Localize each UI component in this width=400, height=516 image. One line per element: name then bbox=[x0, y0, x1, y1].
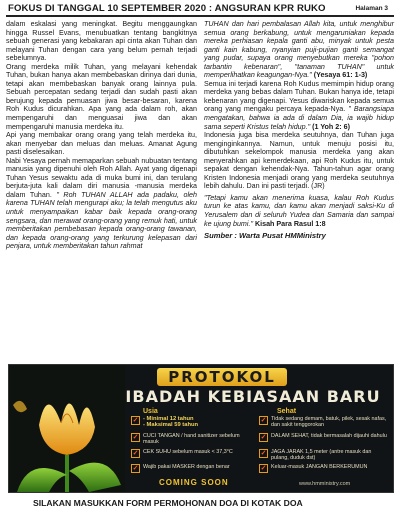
banner-title: PROTOKOL bbox=[157, 368, 287, 386]
left-paragraph-4 bbox=[6, 157, 197, 251]
page-header bbox=[0, 0, 400, 18]
banner-subtitle: IBADAH KEBIASAAN BARU bbox=[125, 387, 381, 406]
john-quote: " Barangsiapa mengatakan, bahwa ia ada di dalam Dia, ia wajib hidup sama seperti Kristus telah hidup." bbox=[204, 105, 394, 131]
isaiah-quote: " Roh TUHAN ALLAH ada padaku, oleh karena TUHAN telah mengurapi aku; la telah mengutus aku untuk menyampaikan kabar baik kepada orang-orang sengsara, dan merawat orang-orang yang remuk hati, untuk memberitakan pembebasan kepada orang-orang tawanan, dan kepada orang-orang yang terkurung kelepasan dari penjara, untuk memberitakan tahun rahmat bbox=[6, 190, 197, 251]
left-paragraph-1: dalam eskalasi yang meningkat. Begitu menggaungkan hingga Russel Evans, menubuatkan tentang bangkitnya sebuah generasi yang kebakaran api cinta akan Tuhan dan melayani Tuhan dengan cara yang belum pernah terjadi sebelumnya. bbox=[6, 20, 197, 63]
right-column bbox=[204, 20, 394, 241]
banner-url: www.hmministry.com bbox=[299, 481, 351, 487]
age-heading: Usia bbox=[143, 408, 158, 415]
protocol-item-mask bbox=[131, 464, 243, 473]
check-icon: ✓ bbox=[260, 465, 267, 472]
acts-reference: Kisah Para Rasul 1:8 bbox=[252, 219, 326, 228]
isaiah-quote-continued: TUHAN dan hari pembalasan Allah kita, untuk menghibur semua orang berkabung, untuk mengaruniakan kepada mereka perhiasan kepala ganti abu, minyak untuk pesta ganti kain kabung, nyanyian puji-pujian ganti semangat yang pudar, supaya orang menyebutkan mereka "pohon tarbantin kebenaran", "tanaman TUHAN" untuk memperlihatkan keagungan-Nya." bbox=[204, 20, 394, 80]
check-icon: ✓ bbox=[260, 450, 267, 457]
right-paragraph-3: Indonesia juga bisa merdeka seutuhnya, dan Tuhan juga menginginkannya. Namun, untuk menuju posisi itu, dibutuhkan sekelompok manusia merdeka yang akan menyerahkan api kemerdekaan, api Roh Kudus itu, untuk sepakat dengan kehendak-Nya. Tahun-tahun agar orang Kristen Indonesia menjadi orang yang merdeka seutuhnya lebih dahulu. Dan ini pasti terjadi. (JR) bbox=[204, 131, 394, 191]
protocol-item-text: CUCI TANGAN / hand sanitizer sebelum masuk bbox=[143, 433, 240, 445]
check-icon: ✓ bbox=[132, 434, 139, 441]
left-paragraph-3: Api yang membakar orang orang yang telah merdeka itu, akan menyebar dan meluas dan meluas. Amanat Agung pasti diselesaikan. bbox=[6, 131, 197, 157]
protocol-banner bbox=[8, 364, 394, 493]
protocol-item-distance bbox=[259, 449, 387, 461]
protocol-item-healthy bbox=[259, 433, 387, 442]
health-heading: Sehat bbox=[277, 408, 297, 415]
check-icon: ✓ bbox=[132, 450, 139, 457]
source-credit: Sumber : Warta Pusat HMMinistry bbox=[204, 231, 326, 241]
tulip-illustration bbox=[9, 365, 125, 492]
right-paragraph-2-text: Semua ini terjadi karena Roh Kudus memimpin hidup orang merdeka yang bebas dalam Tuhan. Bukan hanya ide, tetapi kebenaran yang digenapi. Yesus diwariskan kepada semua orang yang mengaku percaya kepada-Nya. bbox=[204, 79, 394, 114]
left-column bbox=[6, 20, 197, 251]
john-reference: (1 Yoh 2: 6) bbox=[310, 122, 350, 131]
footer-notice: SILAKAN MASUKKAN FORM PERMOHONAN DOA DI KOTAK DOA bbox=[33, 498, 303, 508]
protocol-item-text: Wajib pakai MASKER dengan benar bbox=[143, 464, 230, 470]
protocol-item-age bbox=[131, 416, 243, 428]
right-paragraph-4 bbox=[204, 194, 394, 228]
protocol-item-text: - Minimal 12 tahun - Maksimal 59 tahun bbox=[143, 416, 199, 428]
right-paragraph-2 bbox=[204, 80, 394, 131]
left-paragraph-2: Orang merdeka milik Tuhan, yang melayani kehendak Tuhan, bukan hanya akan membebaskan dirinya dari dunia, tetapi akan membebaskan banyak orang lainnya pula. Sebuah percepatan sedang terjadi dan sudah pasti akan berujung kepada pemuasan jiwa besar-besaran, karena Roh Kudus dicurahkan. Apa yang ada dalam roh, akan mempengaruhi dan menguasai jiwa dan akan mempengaruhi manusia merdeka itu. bbox=[6, 62, 197, 131]
protocol-item-temperature bbox=[131, 449, 243, 458]
protocol-item-text: DALAM SEHAT, tidak bermasalah dijauhi dahulu bbox=[271, 433, 387, 439]
protocol-item-text: JAGA JARAK 1,5 meter (antre masuk dan pulang, duduk dst) bbox=[271, 449, 372, 461]
page-number: Halaman 3 bbox=[355, 5, 388, 12]
protocol-item-text: Tidak sedang demam, batuk, pilek, sesak nafas, dan sakit tenggorokan bbox=[271, 416, 387, 428]
isaiah-reference: (Yesaya 61: 1-3) bbox=[311, 71, 368, 80]
check-icon: ✓ bbox=[132, 417, 139, 424]
check-icon: ✓ bbox=[260, 434, 267, 441]
protocol-item-handwash bbox=[131, 433, 243, 445]
check-icon: ✓ bbox=[260, 417, 267, 424]
protocol-item-symptoms bbox=[259, 416, 387, 428]
header-title: FOKUS DI TANGGAL 10 SEPTEMBER 2020 : ANGSURAN KPR RUKO bbox=[8, 3, 326, 14]
protocol-item-text: Keluar-masuk JANGAN BERKERUMUN bbox=[271, 464, 368, 470]
right-paragraph-1 bbox=[204, 20, 394, 80]
protocol-item-text: CEK SUHU sebelum masuk < 37,3°C bbox=[143, 449, 233, 455]
acts-quote: "Tetapi kamu akan menerima kuasa, kalau Roh Kudus turun ke atas kamu, dan kamu akan menjadi saksi-Ku di Yerusalem dan di seluruh Yudea dan Samaria dan sampai ke ujung bumi." bbox=[204, 193, 394, 228]
left-paragraph-4-text: Nabi Yesaya pernah memaparkan sebuah nubuatan tentang manusia yang dipenuhi oleh Roh Allah. Ayat yang digenapi Tuhan Yesus sewaktu ada di muka bumi ini, dan terulang berjuta-juta kali dalam diri manusia -manusia merdeka dalam Tuhan. bbox=[6, 156, 197, 199]
coming-soon-label: COMING SOON bbox=[159, 478, 229, 487]
header-divider bbox=[6, 15, 394, 17]
check-icon: ✓ bbox=[132, 465, 139, 472]
protocol-item-crowding bbox=[259, 464, 387, 473]
